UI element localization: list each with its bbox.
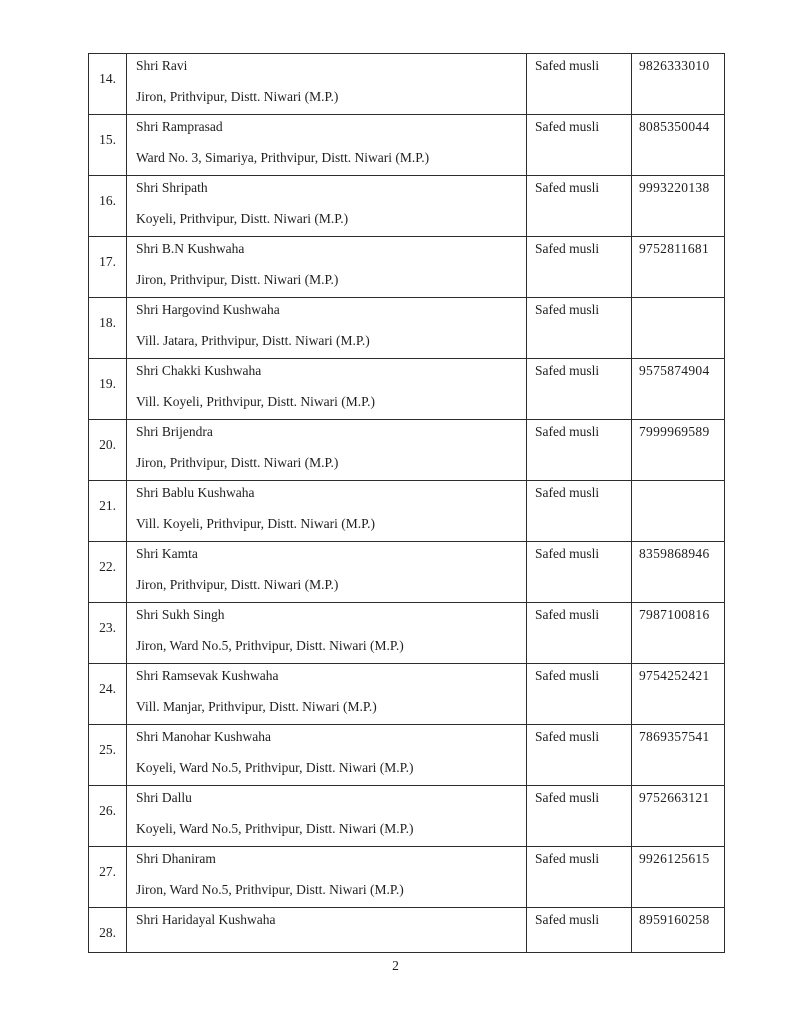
person-address: Jiron, Prithvipur, Distt. Niwari (M.P.) (136, 455, 339, 470)
serial-number-cell: 26. (89, 786, 127, 847)
name-address-cell (127, 237, 527, 298)
product-cell: Safed musli (527, 725, 632, 786)
serial-number-cell: 20. (89, 420, 127, 481)
phone-cell: 7987100816 (632, 603, 725, 664)
serial-number-cell: 18. (89, 298, 127, 359)
phone-cell (632, 298, 725, 359)
name-address-cell (127, 725, 527, 786)
name-address-cell (127, 115, 527, 176)
person-address: Jiron, Prithvipur, Distt. Niwari (M.P.) (136, 89, 339, 104)
name-address-cell (127, 298, 527, 359)
product-cell: Safed musli (527, 298, 632, 359)
serial-number-cell: 15. (89, 115, 127, 176)
person-address: Vill. Jatara, Prithvipur, Distt. Niwari (M.P.) (136, 333, 370, 348)
product-cell: Safed musli (527, 237, 632, 298)
serial-number-cell: 14. (89, 54, 127, 115)
serial-number-cell: 25. (89, 725, 127, 786)
person-name: Shri Bablu Kushwaha (136, 485, 255, 500)
phone-cell: 9575874904 (632, 359, 725, 420)
serial-number-cell: 22. (89, 542, 127, 603)
serial-number-cell: 19. (89, 359, 127, 420)
product-cell: Safed musli (527, 176, 632, 237)
person-name: Shri B.N Kushwaha (136, 241, 245, 256)
name-address-cell (127, 54, 527, 115)
person-name: Shri Ramsevak Kushwaha (136, 668, 279, 683)
phone-cell: 8959160258 (632, 908, 725, 953)
product-cell: Safed musli (527, 359, 632, 420)
person-name: Shri Ravi (136, 58, 188, 73)
person-name: Shri Chakki Kushwaha (136, 363, 262, 378)
person-name: Shri Dhaniram (136, 851, 216, 866)
product-cell: Safed musli (527, 786, 632, 847)
table-row (89, 54, 725, 115)
product-cell: Safed musli (527, 481, 632, 542)
person-address: Jiron, Ward No.5, Prithvipur, Distt. Niwari (M.P.) (136, 882, 404, 897)
phone-cell: 9993220138 (632, 176, 725, 237)
product-cell: Safed musli (527, 847, 632, 908)
person-name: Shri Manohar Kushwaha (136, 729, 271, 744)
phone-cell: 8359868946 (632, 542, 725, 603)
person-address: Koyeli, Prithvipur, Distt. Niwari (M.P.) (136, 211, 349, 226)
table-row (89, 908, 725, 953)
person-address: Koyeli, Ward No.5, Prithvipur, Distt. Niwari (M.P.) (136, 760, 414, 775)
name-address-cell (127, 481, 527, 542)
person-address: Jiron, Prithvipur, Distt. Niwari (M.P.) (136, 577, 339, 592)
product-cell: Safed musli (527, 908, 632, 953)
person-name: Shri Kamta (136, 546, 198, 561)
person-name: Shri Dallu (136, 790, 192, 805)
person-address: Ward No. 3, Simariya, Prithvipur, Distt. Niwari (M.P.) (136, 150, 430, 165)
person-address: Koyeli, Ward No.5, Prithvipur, Distt. Niwari (M.P.) (136, 821, 414, 836)
table-row (89, 481, 725, 542)
table-row (89, 542, 725, 603)
person-name: Shri Haridayal Kushwaha (136, 912, 276, 927)
product-cell: Safed musli (527, 664, 632, 725)
name-address-cell (127, 420, 527, 481)
name-address-cell (127, 603, 527, 664)
phone-cell: 9752811681 (632, 237, 725, 298)
table-row (89, 298, 725, 359)
phone-cell: 9752663121 (632, 786, 725, 847)
person-address: Vill. Koyeli, Prithvipur, Distt. Niwari (M.P.) (136, 394, 376, 409)
phone-cell: 9826333010 (632, 54, 725, 115)
name-address-cell (127, 359, 527, 420)
product-cell: Safed musli (527, 420, 632, 481)
serial-number-cell: 21. (89, 481, 127, 542)
supplier-table-body (89, 54, 725, 953)
product-cell: Safed musli (527, 542, 632, 603)
serial-number-cell: 28. (89, 908, 127, 953)
person-name: Shri Hargovind Kushwaha (136, 302, 280, 317)
phone-cell (632, 481, 725, 542)
person-name: Shri Brijendra (136, 424, 213, 439)
table-row (89, 725, 725, 786)
page-number: 2 (392, 958, 399, 973)
table-row (89, 176, 725, 237)
person-address: Jiron, Prithvipur, Distt. Niwari (M.P.) (136, 272, 339, 287)
name-address-cell (127, 908, 527, 953)
person-name: Shri Shripath (136, 180, 208, 195)
product-cell: Safed musli (527, 54, 632, 115)
table-row (89, 603, 725, 664)
product-cell: Safed musli (527, 115, 632, 176)
serial-number-cell: 23. (89, 603, 127, 664)
table-row (89, 420, 725, 481)
table-row (89, 359, 725, 420)
table-row (89, 115, 725, 176)
phone-cell: 9754252421 (632, 664, 725, 725)
person-address: Vill. Koyeli, Prithvipur, Distt. Niwari (M.P.) (136, 516, 376, 531)
table-row (89, 237, 725, 298)
person-address: Vill. Manjar, Prithvipur, Distt. Niwari (M.P.) (136, 699, 377, 714)
name-address-cell (127, 664, 527, 725)
name-address-cell (127, 176, 527, 237)
phone-cell: 7869357541 (632, 725, 725, 786)
name-address-cell (127, 542, 527, 603)
table-row (89, 664, 725, 725)
supplier-table (88, 53, 725, 953)
serial-number-cell: 27. (89, 847, 127, 908)
product-cell: Safed musli (527, 603, 632, 664)
person-address: Jiron, Ward No.5, Prithvipur, Distt. Niwari (M.P.) (136, 638, 404, 653)
person-name: Shri Ramprasad (136, 119, 223, 134)
name-address-cell (127, 786, 527, 847)
name-address-cell (127, 847, 527, 908)
table-row (89, 847, 725, 908)
phone-cell: 8085350044 (632, 115, 725, 176)
table-row (89, 786, 725, 847)
serial-number-cell: 24. (89, 664, 127, 725)
serial-number-cell: 16. (89, 176, 127, 237)
phone-cell: 7999969589 (632, 420, 725, 481)
person-name: Shri Sukh Singh (136, 607, 225, 622)
phone-cell: 9926125615 (632, 847, 725, 908)
serial-number-cell: 17. (89, 237, 127, 298)
